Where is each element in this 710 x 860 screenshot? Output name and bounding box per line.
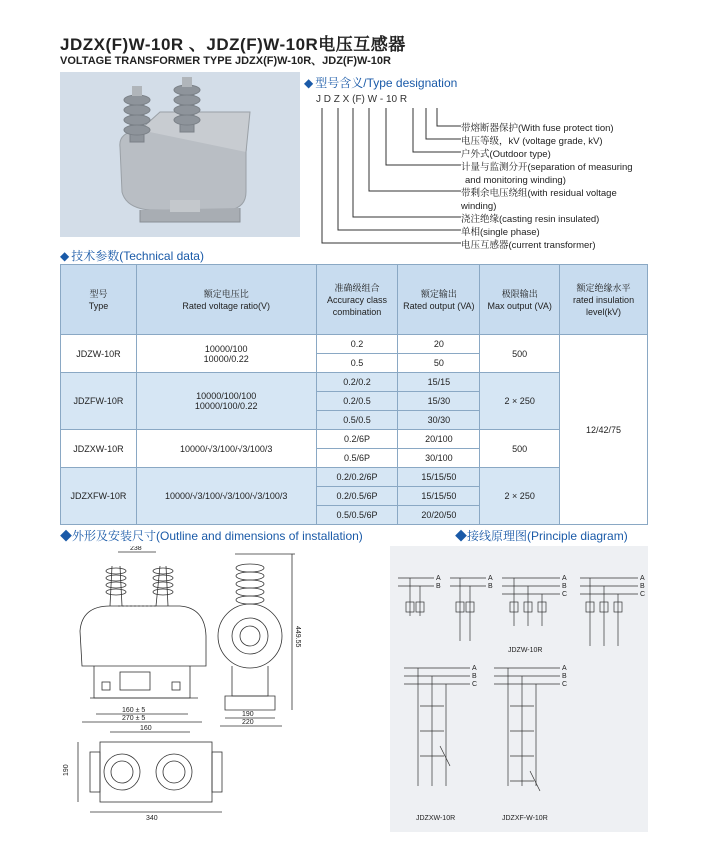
cell-type: JDZXFW-10R <box>61 468 137 525</box>
diagram-label-jdzxfw: JDZXF-W-10R <box>502 815 548 822</box>
dim-side2: 220 <box>242 719 254 726</box>
phase-label-a: A <box>488 575 493 582</box>
phase-label-b: B <box>640 583 645 590</box>
phase-label-b: B <box>562 583 567 590</box>
cell-accuracy: 0.2/0.5 <box>316 392 398 411</box>
dim-plan-bottom: 340 <box>146 815 158 822</box>
dim-plan-side: 190 <box>63 764 70 776</box>
phase-label-c: C <box>640 591 646 598</box>
header-rated-output: 额定输出 Rated output (VA) <box>398 265 480 335</box>
cell-accuracy: 0.2/0.2 <box>316 373 398 392</box>
outline-title: ◆外形及安装尺寸(Outline and dimensions of installation) <box>60 529 363 543</box>
designation-item: 电压互感器(current transformer) <box>461 240 596 251</box>
cell-accuracy: 0.2/0.2/6P <box>316 468 398 487</box>
cell-type: JDZW-10R <box>61 335 137 373</box>
header-max-output: 极限输出 Max output (VA) <box>480 265 560 335</box>
designation-code: J D Z X (F) W - 10 R <box>316 94 408 105</box>
dim-base2: 270 ± 5 <box>122 715 146 722</box>
designation-item: 带剩余电压绕组(with residual voltage <box>461 188 617 199</box>
diagram-label-jdzxw: JDZXW-10R <box>416 815 456 822</box>
cell-output: 20/100 <box>398 430 480 449</box>
dim-side1: 190 <box>242 711 254 718</box>
phase-label-a: A <box>562 665 567 672</box>
header-insulation: 额定绝缘水平 rated insulation level(kV) <box>560 265 648 335</box>
phase-label-c: C <box>472 681 478 688</box>
technical-table <box>60 264 648 525</box>
cell-max: 2 × 250 <box>480 373 560 430</box>
cell-ratio: 10000/√3/100/√3/100/3 <box>136 430 316 468</box>
cell-ratio: 10000/100 10000/0.22 <box>136 335 316 373</box>
cell-output: 15/15/50 <box>398 468 480 487</box>
cell-max: 500 <box>480 335 560 373</box>
cell-output: 20/20/50 <box>398 506 480 525</box>
table-row <box>61 335 648 354</box>
cell-accuracy: 0.2/0.5/6P <box>316 487 398 506</box>
dim-top-width: 238 <box>130 546 142 552</box>
phase-label-b: B <box>436 583 441 590</box>
product-photo <box>60 72 300 237</box>
table-header-row <box>61 265 648 335</box>
header-accuracy: 准确级组合 Accuracy class combination <box>316 265 398 335</box>
table-row <box>61 373 648 392</box>
cell-insulation: 12/42/75 <box>560 335 648 525</box>
designation-list <box>461 122 633 252</box>
dim-height: 449.55 <box>294 626 301 648</box>
designation-item: 单相(single phase) <box>461 227 540 238</box>
diagram-label-jdzw: JDZW-10R <box>508 647 543 654</box>
cell-output: 30/100 <box>398 449 480 468</box>
table-row <box>61 430 648 449</box>
principle-title: ◆接线原理图(Principle diagram) <box>455 529 628 543</box>
cell-accuracy: 0.5/0.5/6P <box>316 506 398 525</box>
dim-plan-top: 160 <box>140 725 152 732</box>
cell-accuracy: 0.2 <box>316 335 398 354</box>
cell-ratio: 10000/√3/100/√3/100/√3/100/3 <box>136 468 316 525</box>
phase-label-a: A <box>472 665 477 672</box>
cell-type: JDZXW-10R <box>61 430 137 468</box>
cell-accuracy: 0.2/6P <box>316 430 398 449</box>
cell-ratio: 10000/100/100 10000/100/0.22 <box>136 373 316 430</box>
cell-accuracy: 0.5/6P <box>316 449 398 468</box>
designation-leader-lines <box>316 104 466 250</box>
principle-diagram <box>390 546 648 832</box>
table-row <box>61 468 648 487</box>
phase-label-c: C <box>562 591 568 598</box>
designation-item: winding) <box>461 201 497 212</box>
designation-title: ◆ 型号含义/Type designation <box>304 76 458 90</box>
cell-output: 20 <box>398 335 480 354</box>
header-type: 型号 Type <box>61 265 137 335</box>
dim-base1: 160 ± 5 <box>122 707 146 714</box>
designation-item: 计量与监测分开(separation of measuring <box>461 162 633 173</box>
designation-item: 带熔断器保护(With fuse protect tion) <box>461 123 614 134</box>
designation-item: 浇注绝缘(casting resin insulated) <box>461 214 600 225</box>
technical-title: ◆ 技术参数(Technical data) <box>60 249 204 263</box>
cell-output: 15/15 <box>398 373 480 392</box>
header-ratio: 额定电压比 Rated voltage ratio(V) <box>136 265 316 335</box>
cell-accuracy: 0.5 <box>316 354 398 373</box>
cell-max: 500 <box>480 430 560 468</box>
cell-type: JDZFW-10R <box>61 373 137 430</box>
designation-item: 电压等级，kV (voltage grade, kV) <box>461 136 603 147</box>
cell-output: 15/30 <box>398 392 480 411</box>
phase-label-c: C <box>562 681 568 688</box>
phase-label-b: B <box>488 583 493 590</box>
outline-drawing <box>60 546 390 832</box>
cell-output: 15/15/50 <box>398 487 480 506</box>
cell-accuracy: 0.5/0.5 <box>316 411 398 430</box>
page-subtitle: VOLTAGE TRANSFORMER TYPE JDZX(F)W-10R、JDZ(F)W-10R <box>60 55 391 67</box>
phase-label-a: A <box>640 575 645 582</box>
cell-output: 30/30 <box>398 411 480 430</box>
designation-item: and monitoring winding) <box>465 175 566 186</box>
cell-max: 2 × 250 <box>480 468 560 525</box>
page-title: JDZX(F)W-10R 、JDZ(F)W-10R电压互感器 <box>60 35 406 54</box>
phase-label-a: A <box>436 575 441 582</box>
phase-label-b: B <box>562 673 567 680</box>
cell-output: 50 <box>398 354 480 373</box>
phase-label-b: B <box>472 673 477 680</box>
phase-label-a: A <box>562 575 567 582</box>
designation-item: 户外式(Outdoor type) <box>461 149 551 160</box>
